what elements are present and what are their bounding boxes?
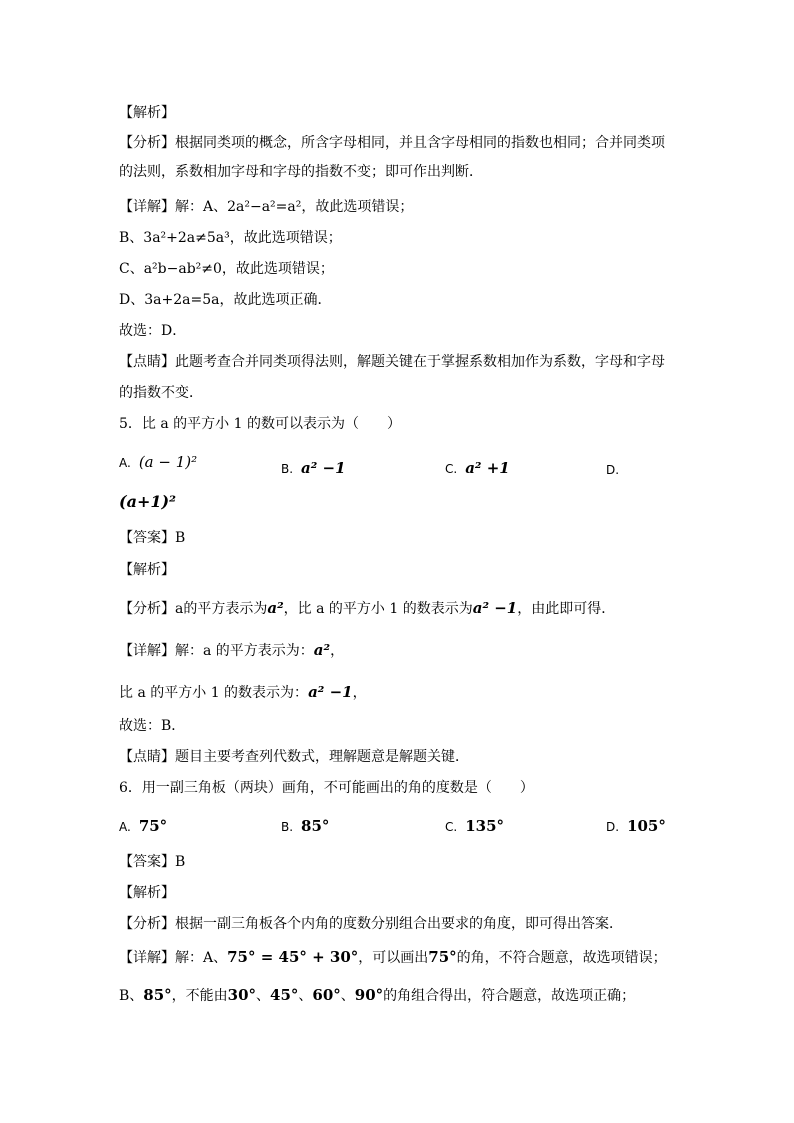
option-label: C. <box>445 462 458 476</box>
math: a² −1 <box>308 683 353 701</box>
text: 【详解】解：A、 <box>119 950 228 966</box>
math: 45° <box>270 986 299 1004</box>
q4-analysis-heading: 【解析】 <box>119 105 175 121</box>
q5-answer: 【答案】B <box>119 530 186 546</box>
text: 、 <box>340 988 355 1004</box>
text: ，可以画出 <box>358 950 429 966</box>
q5-option-a-expr: (a − 1)² <box>138 453 198 471</box>
q6-detail-a <box>119 947 667 967</box>
q5-option-d <box>119 492 176 513</box>
text: ，由此即可得． <box>517 601 616 617</box>
q6-answer: 【答案】B <box>119 854 186 870</box>
text: ，比 a 的平方小 1 的数表示为 <box>283 601 473 617</box>
q4-detail-b: B、3a²+2a≠5a³，故此选项错误； <box>119 230 342 246</box>
math: a² <box>267 599 284 617</box>
q4-detail-a: 【详解】解：A、2a²−a²=a²，故此选项错误； <box>119 199 414 215</box>
text: 、 <box>298 988 313 1004</box>
q6-option-b <box>281 816 329 837</box>
math: 75° <box>428 948 457 966</box>
q6-option-d <box>606 816 666 837</box>
math: 30° <box>227 986 257 1004</box>
text: 比 a 的平方小 1 的数表示为： <box>119 685 309 701</box>
q5-option-b-expr: a² −1 <box>301 459 346 477</box>
text: ， <box>352 685 367 701</box>
math: a² <box>313 641 331 659</box>
q5-option-d-expr: (a+1)² <box>119 492 177 511</box>
q4-answer-choice: 故选：D． <box>119 323 187 339</box>
q4-comment-line-2: 的指数不变． <box>119 385 203 401</box>
q5-option-b <box>281 458 346 479</box>
q5-option-d-label <box>606 460 627 480</box>
q5-stem: 5．比 a 的平方小 1 的数可以表示为（ ） <box>119 416 401 432</box>
q5-analysis-line <box>119 598 615 618</box>
q5-option-a <box>119 452 197 473</box>
text: 、 <box>256 988 271 1004</box>
q4-detail-d: D、3a+2a=5a，故此选项正确． <box>119 292 332 308</box>
math: 60° <box>312 986 341 1004</box>
q6-stem: 6．用一副三角板（两块）画角，不可能画出的角的度数是（ ） <box>119 780 534 796</box>
q4-detail-c: C、a²b−ab²≠0，故此选项错误； <box>119 261 334 277</box>
q6-option-a <box>119 816 167 837</box>
option-label: A. <box>119 456 131 470</box>
math: a² −1 <box>472 599 518 617</box>
math: 75° = 45° + 30° <box>227 948 359 966</box>
q6-option-a-value: 75° <box>138 817 168 835</box>
option-label: D. <box>606 463 620 477</box>
q5-analysis-heading: 【解析】 <box>119 562 175 578</box>
text: 的角组合得出，符合题意，故选项正确； <box>383 988 636 1004</box>
option-label: C. <box>445 820 458 834</box>
q4-comment-line-1: 【点睛】此题考查合并同类项得法则，解题关键在于掌握系数相加作为系数，字母和字母 <box>119 354 665 370</box>
q5-detail-line-1 <box>119 640 344 660</box>
option-label: D. <box>606 820 620 834</box>
q6-analysis-heading: 【解析】 <box>119 885 175 901</box>
q5-answer-choice: 故选：B． <box>119 718 186 734</box>
option-label: A. <box>119 820 131 834</box>
text: ，不能由 <box>171 988 228 1004</box>
q6-option-c-value: 135° <box>465 817 505 835</box>
q5-option-c-expr: a² +1 <box>465 459 510 477</box>
option-label: B. <box>281 462 294 476</box>
q5-comment: 【点睛】题目主要考查列代数式，理解题意是解题关键． <box>119 749 469 765</box>
q6-option-b-value: 85° <box>301 817 330 835</box>
q6-option-d-value: 105° <box>627 817 666 835</box>
q6-analysis-line: 【分析】根据一副三角板各个内角的度数分别组合出要求的角度，即可得出答案． <box>119 916 623 932</box>
q4-analysis-line-2: 的法则，系数相加字母和字母的指数不变；即可作出判断． <box>119 164 483 180</box>
text: 【分析】a的平方表示为 <box>119 601 268 617</box>
math: 90° <box>354 986 384 1004</box>
text: ， <box>330 643 345 659</box>
text: 的角，不符合题意，故选项错误； <box>456 950 667 966</box>
text: B、 <box>119 988 144 1004</box>
q5-option-c <box>445 458 510 479</box>
q4-analysis-line-1: 【分析】根据同类项的概念，所含字母相同，并且含字母相同的指数也相同；合并同类项 <box>119 135 665 151</box>
q6-detail-b <box>119 985 635 1005</box>
math: 85° <box>143 986 172 1004</box>
option-label: B. <box>281 820 294 834</box>
q6-option-c <box>445 816 504 837</box>
text: 【详解】解：a 的平方表示为： <box>119 643 314 659</box>
q5-detail-line-2 <box>119 682 367 702</box>
